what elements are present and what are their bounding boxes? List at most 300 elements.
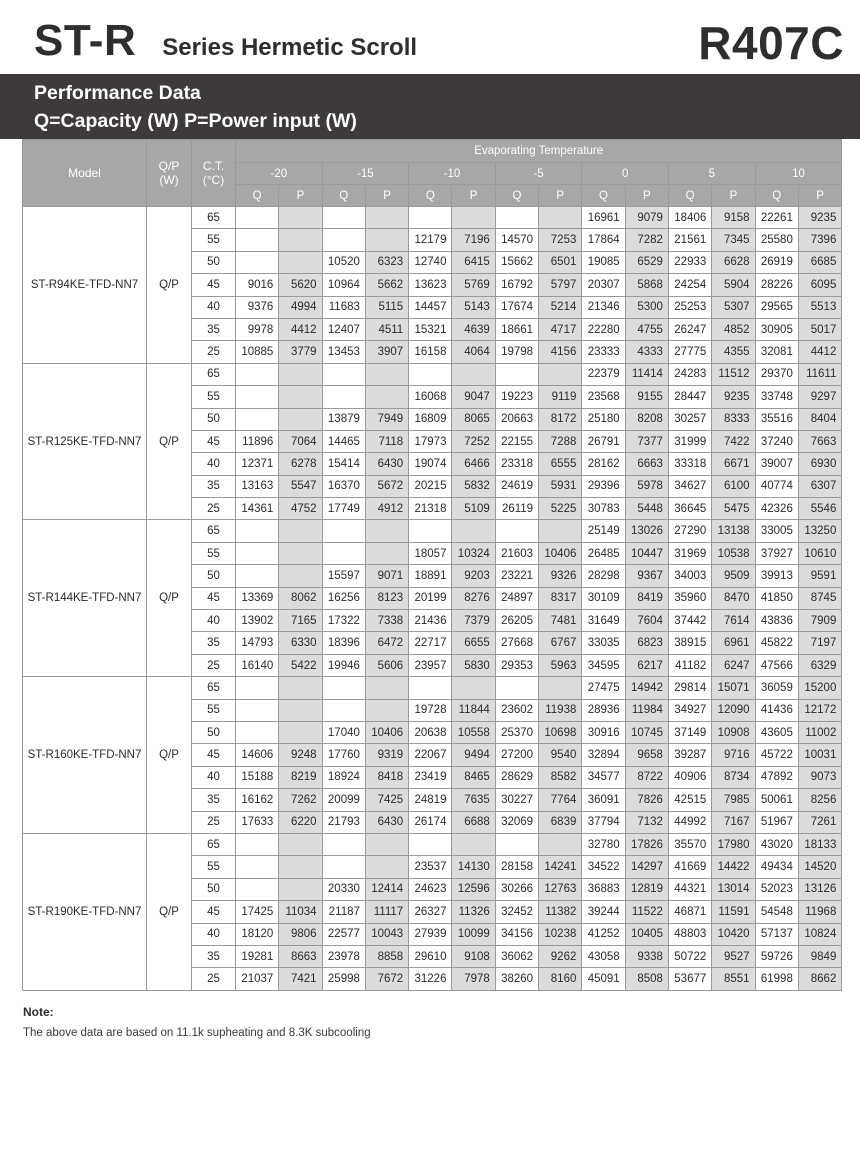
capacity-value: 16370 [322, 475, 365, 497]
power-value: 8172 [539, 408, 582, 430]
capacity-value: 52023 [755, 878, 798, 900]
capacity-value: 17040 [322, 721, 365, 743]
qp-label: Q/P [147, 207, 192, 364]
power-value [539, 520, 582, 542]
capacity-value: 38260 [495, 968, 538, 990]
capacity-value: 22577 [322, 923, 365, 945]
capacity-value: 28226 [755, 274, 798, 296]
capacity-value: 26791 [582, 430, 625, 452]
power-value: 11382 [539, 901, 582, 923]
power-value: 5547 [279, 475, 322, 497]
power-value: 10558 [452, 721, 495, 743]
power-value: 13014 [712, 878, 755, 900]
power-value: 10698 [539, 721, 582, 743]
power-value: 5830 [452, 654, 495, 676]
capacity-value [236, 699, 279, 721]
power-value: 7396 [798, 229, 842, 251]
power-value [365, 363, 408, 385]
capacity-value: 23221 [495, 565, 538, 587]
capacity-value: 30257 [668, 408, 711, 430]
capacity-value: 18661 [495, 318, 538, 340]
capacity-value: 12371 [236, 453, 279, 475]
capacity-value: 26247 [668, 318, 711, 340]
power-value: 9071 [365, 565, 408, 587]
capacity-value: 26919 [755, 251, 798, 273]
power-value: 8065 [452, 408, 495, 430]
capacity-value: 17864 [582, 229, 625, 251]
power-value: 7635 [452, 789, 495, 811]
power-value [365, 207, 408, 229]
power-value: 6247 [712, 654, 755, 676]
power-value [452, 207, 495, 229]
power-value: 17980 [712, 833, 755, 855]
capacity-value: 13369 [236, 587, 279, 609]
power-value: 4412 [279, 318, 322, 340]
power-value: 8745 [798, 587, 842, 609]
capacity-value: 37794 [582, 811, 625, 833]
power-value: 5422 [279, 654, 322, 676]
capacity-value: 53677 [668, 968, 711, 990]
capacity-value: 19798 [495, 341, 538, 363]
capacity-value: 33005 [755, 520, 798, 542]
capacity-value: 18396 [322, 632, 365, 654]
p-column-header: P [365, 185, 408, 207]
capacity-value: 34627 [668, 475, 711, 497]
power-value: 5963 [539, 654, 582, 676]
power-value: 5300 [625, 296, 668, 318]
capacity-value: 43605 [755, 721, 798, 743]
power-value: 4355 [712, 341, 755, 363]
power-value: 7764 [539, 789, 582, 811]
capacity-value: 13163 [236, 475, 279, 497]
power-value [279, 520, 322, 542]
capacity-value: 32780 [582, 833, 625, 855]
capacity-value: 20663 [495, 408, 538, 430]
capacity-value: 24897 [495, 587, 538, 609]
capacity-value: 27939 [409, 923, 452, 945]
capacity-value [322, 542, 365, 564]
capacity-value: 9376 [236, 296, 279, 318]
power-value: 8508 [625, 968, 668, 990]
capacity-value: 9978 [236, 318, 279, 340]
power-value: 11938 [539, 699, 582, 721]
condensing-temp: 55 [192, 229, 236, 251]
power-value: 11984 [625, 699, 668, 721]
power-value: 8551 [712, 968, 755, 990]
capacity-value: 23602 [495, 699, 538, 721]
capacity-value: 27475 [582, 677, 625, 699]
capacity-value: 41252 [582, 923, 625, 945]
capacity-value: 45822 [755, 632, 798, 654]
power-value: 12596 [452, 878, 495, 900]
capacity-value: 29370 [755, 363, 798, 385]
power-value: 7261 [798, 811, 842, 833]
condensing-temp: 55 [192, 856, 236, 878]
capacity-value: 42515 [668, 789, 711, 811]
capacity-value: 40774 [755, 475, 798, 497]
power-value: 4639 [452, 318, 495, 340]
capacity-value: 12179 [409, 229, 452, 251]
power-value: 7196 [452, 229, 495, 251]
power-value [452, 363, 495, 385]
condensing-temp: 40 [192, 453, 236, 475]
power-value: 10406 [365, 721, 408, 743]
evap-temp-value: -5 [495, 163, 582, 185]
capacity-value [236, 251, 279, 273]
power-value: 4412 [798, 341, 842, 363]
capacity-value [236, 207, 279, 229]
power-value: 9079 [625, 207, 668, 229]
capacity-value: 25370 [495, 721, 538, 743]
capacity-value: 25180 [582, 408, 625, 430]
power-value: 8256 [798, 789, 842, 811]
condensing-temp: 50 [192, 721, 236, 743]
power-value: 17826 [625, 833, 668, 855]
table-row [23, 363, 842, 385]
power-value: 5109 [452, 498, 495, 520]
model-name: ST-R144KE-TFD-NN7 [23, 520, 147, 677]
power-value: 11591 [712, 901, 755, 923]
capacity-value: 22261 [755, 207, 798, 229]
capacity-value [236, 363, 279, 385]
condensing-temp: 65 [192, 520, 236, 542]
power-value: 7826 [625, 789, 668, 811]
power-value: 4511 [365, 318, 408, 340]
power-value: 7604 [625, 610, 668, 632]
capacity-value: 37442 [668, 610, 711, 632]
capacity-value [495, 677, 538, 699]
power-value: 9527 [712, 945, 755, 967]
power-value: 10405 [625, 923, 668, 945]
model-header: Model [23, 140, 147, 207]
capacity-value: 24254 [668, 274, 711, 296]
power-value: 11034 [279, 901, 322, 923]
power-value: 8208 [625, 408, 668, 430]
power-value: 7118 [365, 430, 408, 452]
title-block [34, 16, 417, 74]
capacity-value: 32452 [495, 901, 538, 923]
power-value: 8317 [539, 587, 582, 609]
refrigerant-label: R407C [698, 17, 844, 69]
capacity-value [236, 878, 279, 900]
table-row [23, 207, 842, 229]
capacity-value [322, 699, 365, 721]
model-name: ST-R94KE-TFD-NN7 [23, 207, 147, 364]
power-value [365, 542, 408, 564]
qp-label: Q/P [147, 363, 192, 520]
condensing-temp: 35 [192, 318, 236, 340]
power-value: 5868 [625, 274, 668, 296]
power-value: 8160 [539, 968, 582, 990]
capacity-value: 13623 [409, 274, 452, 296]
capacity-value: 30227 [495, 789, 538, 811]
capacity-value: 15662 [495, 251, 538, 273]
power-value [539, 677, 582, 699]
condensing-temp: 35 [192, 789, 236, 811]
power-value: 5448 [625, 498, 668, 520]
capacity-value: 16162 [236, 789, 279, 811]
capacity-value: 30109 [582, 587, 625, 609]
power-value: 9158 [712, 207, 755, 229]
capacity-value: 18891 [409, 565, 452, 587]
capacity-value: 27668 [495, 632, 538, 654]
condensing-temp: 40 [192, 610, 236, 632]
power-value: 5143 [452, 296, 495, 318]
power-value: 13250 [798, 520, 842, 542]
p-column-header: P [279, 185, 322, 207]
power-value: 9155 [625, 386, 668, 408]
power-value: 8062 [279, 587, 322, 609]
capacity-value: 21603 [495, 542, 538, 564]
power-value: 9806 [279, 923, 322, 945]
series-name: Series Hermetic Scroll [162, 34, 418, 61]
performance-table [22, 139, 842, 991]
capacity-value [322, 363, 365, 385]
capacity-value: 43058 [582, 945, 625, 967]
power-value: 7345 [712, 229, 755, 251]
capacity-value: 36062 [495, 945, 538, 967]
power-value: 7132 [625, 811, 668, 833]
evap-temp-value: -10 [409, 163, 496, 185]
power-value [452, 520, 495, 542]
condensing-temp: 65 [192, 363, 236, 385]
qp-header-label: Q/P [158, 159, 180, 173]
capacity-value: 23978 [322, 945, 365, 967]
capacity-value: 25580 [755, 229, 798, 251]
power-value: 10908 [712, 721, 755, 743]
power-value: 7252 [452, 430, 495, 452]
capacity-value: 33035 [582, 632, 625, 654]
power-value: 9235 [712, 386, 755, 408]
power-value: 4064 [452, 341, 495, 363]
power-value: 6100 [712, 475, 755, 497]
capacity-value: 37240 [755, 430, 798, 452]
capacity-value: 28629 [495, 766, 538, 788]
power-value: 6628 [712, 251, 755, 273]
table-row [23, 677, 842, 699]
capacity-value: 42326 [755, 498, 798, 520]
capacity-value: 29814 [668, 677, 711, 699]
capacity-value: 30916 [582, 721, 625, 743]
table-row [23, 520, 842, 542]
power-value: 7909 [798, 610, 842, 632]
power-value [539, 363, 582, 385]
power-value: 8465 [452, 766, 495, 788]
capacity-value: 10964 [322, 274, 365, 296]
power-value: 5115 [365, 296, 408, 318]
power-value [365, 520, 408, 542]
capacity-value: 41182 [668, 654, 711, 676]
capacity-value [236, 542, 279, 564]
power-value [279, 229, 322, 251]
power-value: 6278 [279, 453, 322, 475]
capacity-value: 31649 [582, 610, 625, 632]
capacity-value: 15414 [322, 453, 365, 475]
power-value: 5620 [279, 274, 322, 296]
power-value: 7663 [798, 430, 842, 452]
power-value: 9509 [712, 565, 755, 587]
capacity-value: 37149 [668, 721, 711, 743]
capacity-value: 16809 [409, 408, 452, 430]
capacity-value [495, 833, 538, 855]
capacity-value: 22280 [582, 318, 625, 340]
capacity-value: 21436 [409, 610, 452, 632]
capacity-value: 14361 [236, 498, 279, 520]
power-value: 14241 [539, 856, 582, 878]
capacity-value: 18406 [668, 207, 711, 229]
capacity-value: 41850 [755, 587, 798, 609]
capacity-value: 39244 [582, 901, 625, 923]
power-value: 8276 [452, 587, 495, 609]
power-value: 7978 [452, 968, 495, 990]
capacity-value: 14457 [409, 296, 452, 318]
evap-temp-header: Evaporating Temperature [236, 140, 842, 163]
power-value: 7481 [539, 610, 582, 632]
capacity-value: 19728 [409, 699, 452, 721]
capacity-value: 15188 [236, 766, 279, 788]
qp-label: Q/P [147, 677, 192, 834]
capacity-value: 33318 [668, 453, 711, 475]
power-value: 4333 [625, 341, 668, 363]
q-column-header: Q [409, 185, 452, 207]
power-value: 9849 [798, 945, 842, 967]
capacity-value [409, 833, 452, 855]
capacity-value: 30905 [755, 318, 798, 340]
power-value [279, 207, 322, 229]
capacity-value [495, 520, 538, 542]
power-value: 6529 [625, 251, 668, 273]
power-value: 4994 [279, 296, 322, 318]
capacity-value: 25149 [582, 520, 625, 542]
qp-label: Q/P [147, 520, 192, 677]
capacity-value: 29396 [582, 475, 625, 497]
capacity-value: 22717 [409, 632, 452, 654]
power-value: 15200 [798, 677, 842, 699]
power-value: 8734 [712, 766, 755, 788]
capacity-value: 20307 [582, 274, 625, 296]
power-value: 5978 [625, 475, 668, 497]
condensing-temp: 40 [192, 923, 236, 945]
capacity-value [322, 386, 365, 408]
capacity-value: 44321 [668, 878, 711, 900]
capacity-value: 9016 [236, 274, 279, 296]
capacity-value: 12740 [409, 251, 452, 273]
capacity-value: 29353 [495, 654, 538, 676]
capacity-value: 11683 [322, 296, 365, 318]
capacity-value: 34927 [668, 699, 711, 721]
capacity-value: 23957 [409, 654, 452, 676]
power-value: 7985 [712, 789, 755, 811]
condensing-temp: 40 [192, 296, 236, 318]
capacity-value: 22067 [409, 744, 452, 766]
power-value: 6220 [279, 811, 322, 833]
capacity-value: 50061 [755, 789, 798, 811]
condensing-temp: 45 [192, 274, 236, 296]
capacity-value: 18924 [322, 766, 365, 788]
p-column-header: P [452, 185, 495, 207]
capacity-value: 16256 [322, 587, 365, 609]
capacity-value: 23318 [495, 453, 538, 475]
capacity-value: 44992 [668, 811, 711, 833]
capacity-value: 43836 [755, 610, 798, 632]
power-value: 7672 [365, 968, 408, 990]
note-title: Note: [23, 1005, 54, 1019]
capacity-value: 21187 [322, 901, 365, 923]
capacity-value: 49434 [755, 856, 798, 878]
note-text: The above data are based on 11.1k supheating and 8.3K subcooling [23, 1027, 371, 1039]
capacity-value: 37927 [755, 542, 798, 564]
power-value: 10031 [798, 744, 842, 766]
capacity-value: 19085 [582, 251, 625, 273]
capacity-value: 26174 [409, 811, 452, 833]
condensing-temp: 45 [192, 587, 236, 609]
power-value [279, 565, 322, 587]
power-value: 5307 [712, 296, 755, 318]
q-column-header: Q [582, 185, 625, 207]
power-value [279, 677, 322, 699]
power-value: 12172 [798, 699, 842, 721]
capacity-value: 26485 [582, 542, 625, 564]
power-value: 6323 [365, 251, 408, 273]
capacity-value: 31999 [668, 430, 711, 452]
capacity-value: 46871 [668, 901, 711, 923]
capacity-value: 29565 [755, 296, 798, 318]
capacity-value: 21793 [322, 811, 365, 833]
power-value: 9540 [539, 744, 582, 766]
capacity-value: 21561 [668, 229, 711, 251]
capacity-value: 32069 [495, 811, 538, 833]
power-value: 11002 [798, 721, 842, 743]
capacity-value: 34595 [582, 654, 625, 676]
capacity-value [236, 721, 279, 743]
power-value: 12819 [625, 878, 668, 900]
condensing-temp: 45 [192, 901, 236, 923]
capacity-value [236, 408, 279, 430]
capacity-value: 28447 [668, 386, 711, 408]
power-value: 7425 [365, 789, 408, 811]
capacity-value: 17760 [322, 744, 365, 766]
capacity-value: 24623 [409, 878, 452, 900]
capacity-value: 11896 [236, 430, 279, 452]
power-value: 9591 [798, 565, 842, 587]
power-value: 14422 [712, 856, 755, 878]
p-column-header: P [539, 185, 582, 207]
capacity-value: 39913 [755, 565, 798, 587]
capacity-value [409, 207, 452, 229]
capacity-value: 26327 [409, 901, 452, 923]
power-value: 4755 [625, 318, 668, 340]
capacity-value: 40906 [668, 766, 711, 788]
capacity-value: 15597 [322, 565, 365, 587]
power-value: 11844 [452, 699, 495, 721]
power-value: 6663 [625, 453, 668, 475]
power-value: 12090 [712, 699, 755, 721]
power-value: 14130 [452, 856, 495, 878]
capacity-value: 17425 [236, 901, 279, 923]
power-value: 3779 [279, 341, 322, 363]
capacity-value: 20638 [409, 721, 452, 743]
condensing-temp: 25 [192, 811, 236, 833]
capacity-value: 57137 [755, 923, 798, 945]
power-value: 10538 [712, 542, 755, 564]
capacity-value: 39287 [668, 744, 711, 766]
capacity-value: 19946 [322, 654, 365, 676]
power-value: 8582 [539, 766, 582, 788]
capacity-value: 30783 [582, 498, 625, 520]
capacity-value: 47566 [755, 654, 798, 676]
power-value: 7422 [712, 430, 755, 452]
capacity-value: 20099 [322, 789, 365, 811]
